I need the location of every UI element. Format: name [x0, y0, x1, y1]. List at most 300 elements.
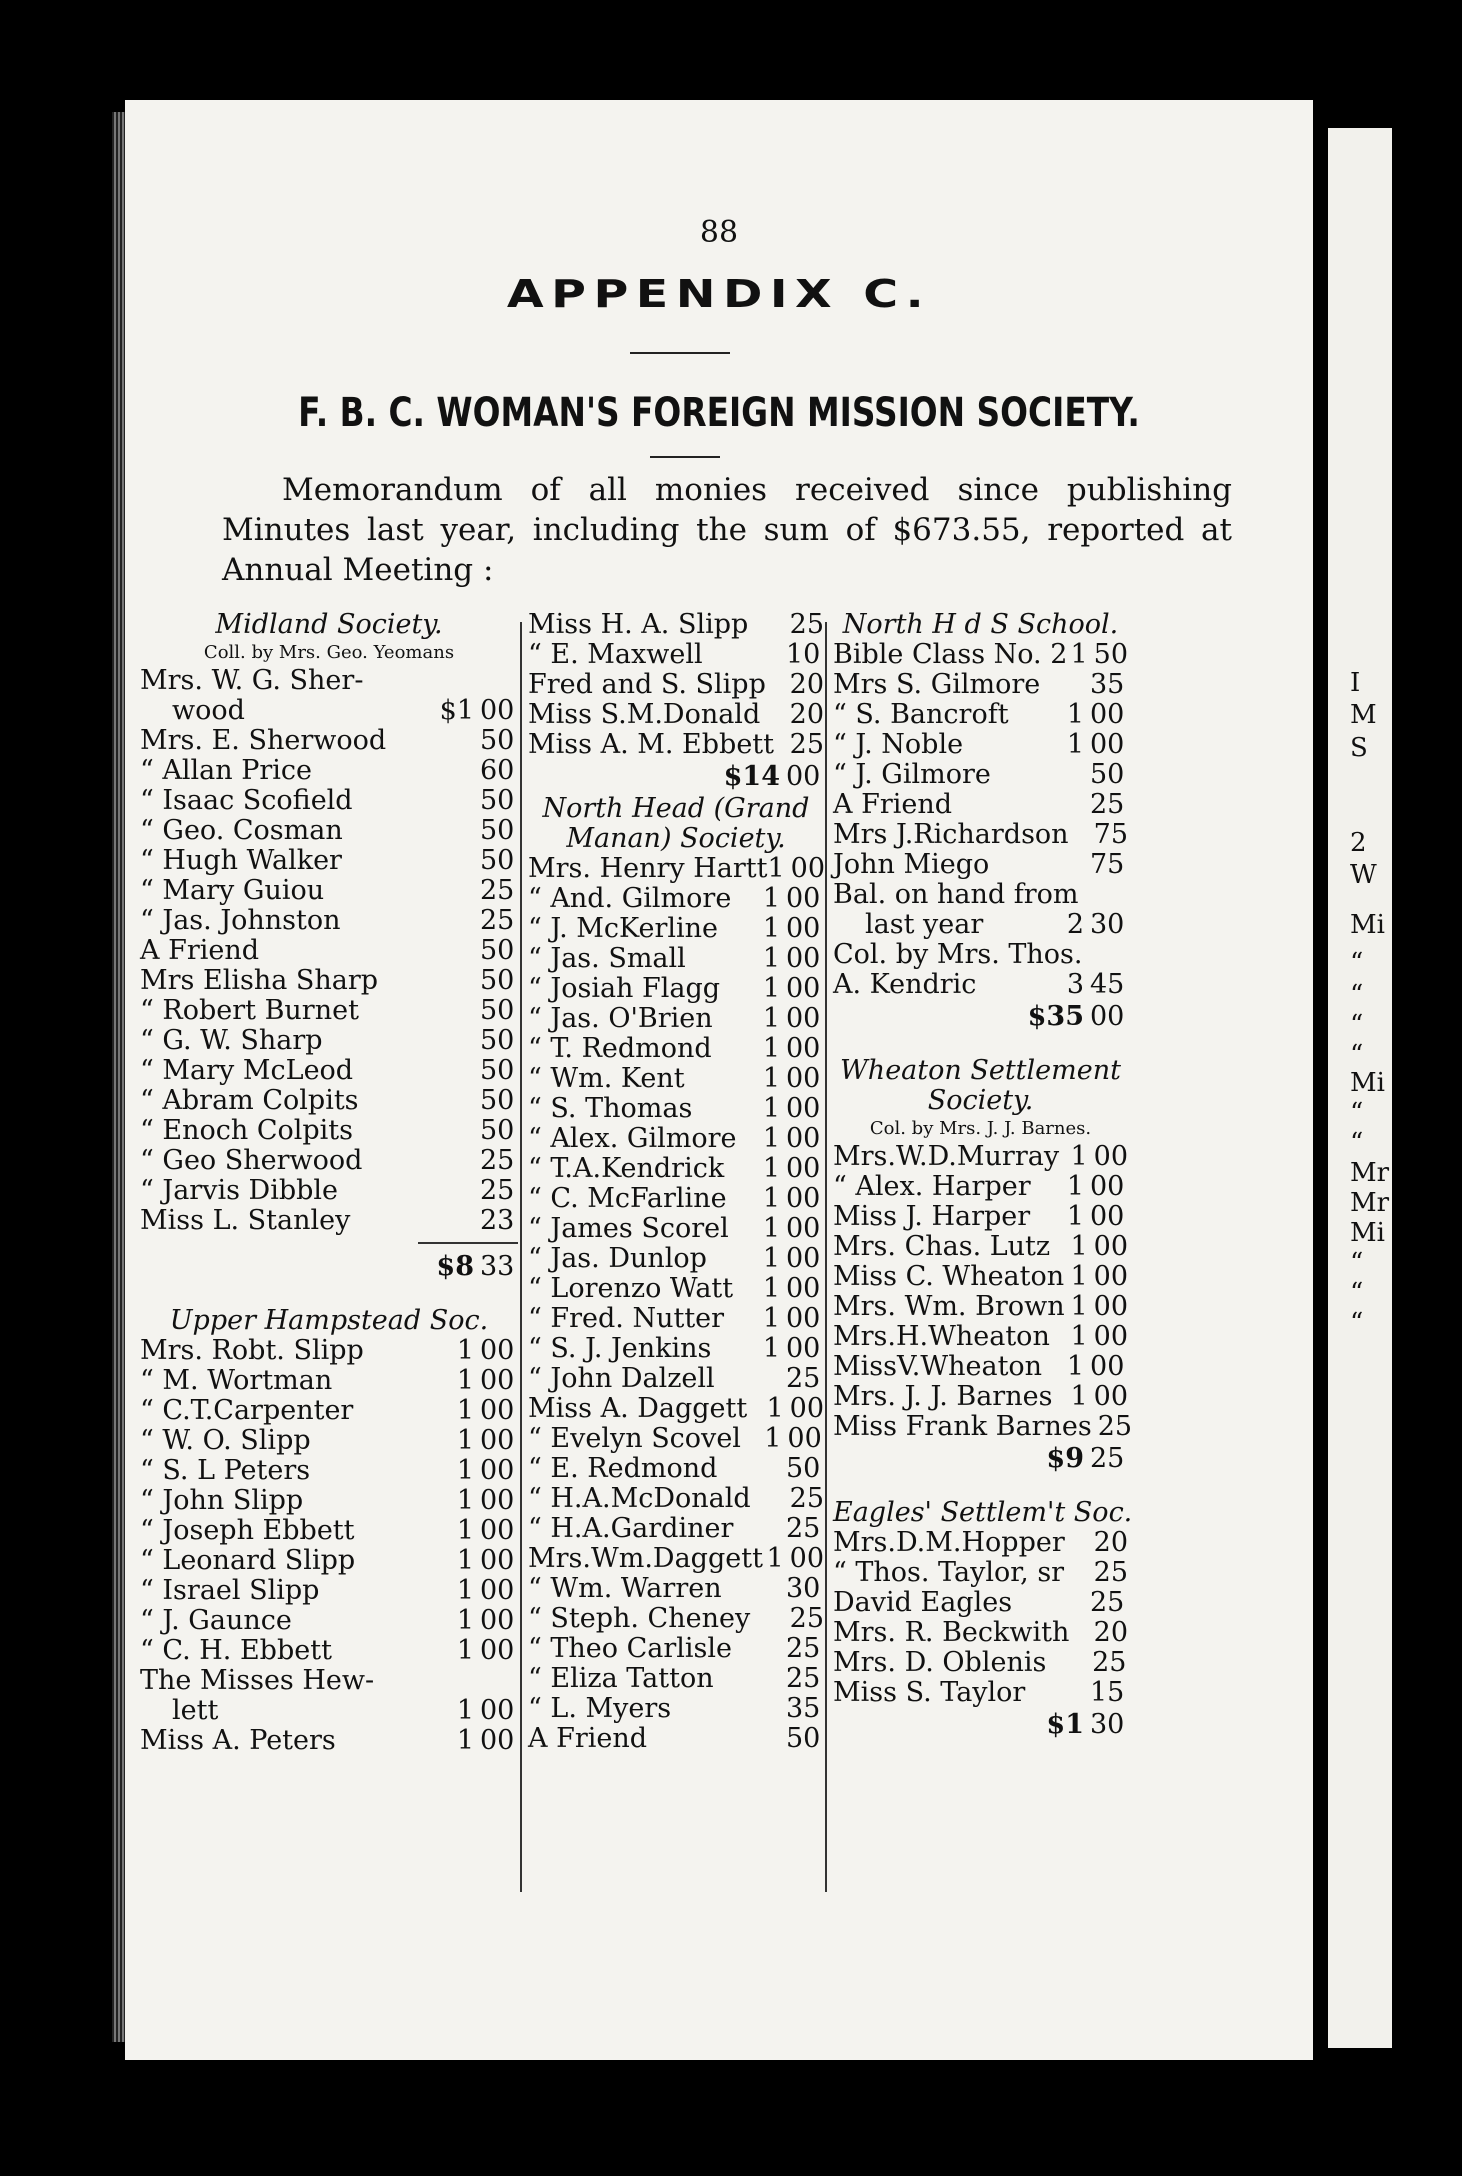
total-cents: 00 [1090, 1001, 1125, 1032]
entry-row [528, 1364, 824, 1394]
entry-row [140, 756, 518, 786]
amount-dollars [1042, 1678, 1090, 1708]
entry-row [528, 1244, 824, 1274]
contributor-name: “ Fred. Nutter [528, 1303, 725, 1334]
amount-dollars [432, 1666, 480, 1696]
amount-cents: 35 [786, 1693, 821, 1724]
amount-cents: 25 [1093, 1557, 1128, 1588]
contributor-name: Miss S.M.Donald [528, 699, 761, 730]
amount-cents: 00 [1090, 1351, 1125, 1382]
midland-list [140, 666, 518, 1236]
contributor-name: David Eagles [833, 1587, 1013, 1618]
amount-dollars: 1 [762, 1003, 780, 1034]
collector-note: Coll. by Mrs. Geo. Yeomans [203, 642, 455, 663]
contributor-name: A Friend [833, 789, 953, 820]
sum-rule [418, 1242, 518, 1244]
adjacent-page-fragment: M [1350, 700, 1377, 730]
entry-row [528, 884, 824, 914]
adjacent-page-fragment: “ [1350, 1128, 1364, 1158]
amount-cents: 50 [1093, 639, 1128, 670]
contributor-name: “ H.A.McDonald [528, 1483, 751, 1514]
amount-cents: 00 [480, 1545, 515, 1576]
amount-cents: 00 [786, 1153, 821, 1184]
amount-dollars [432, 1056, 480, 1086]
amount-dollars [738, 1454, 786, 1484]
contributor-name: “ Wm. Warren [528, 1573, 722, 1604]
contributor-name: Miss C. Wheaton [833, 1261, 1065, 1292]
entry-row [528, 974, 824, 1004]
amount-dollars: 1 [762, 973, 780, 1004]
entry-row [833, 700, 1128, 730]
amount-dollars: 1 [766, 1393, 784, 1424]
adjacent-page-fragment: Mi [1350, 910, 1385, 940]
amount-dollars [432, 816, 480, 846]
amount-cents: 50 [480, 725, 515, 756]
contributor-name: Mrs J.Richardson [833, 819, 1069, 850]
adjacent-page-fragment: “ [1350, 1308, 1364, 1338]
amount-dollars: 1 [762, 1213, 780, 1244]
entry-row [140, 1516, 518, 1546]
contributor-name: Bal. on hand from [833, 879, 1079, 910]
entry-row [833, 940, 1128, 970]
amount-cents: 25 [480, 905, 515, 936]
entry-row [833, 1528, 1128, 1558]
amount-cents: 25 [789, 1603, 824, 1634]
amount-cents: 00 [1093, 1231, 1128, 1262]
entry-row [528, 854, 824, 884]
amount-dollars [751, 1484, 790, 1514]
amount-dollars [1042, 850, 1090, 880]
amount-cents: 25 [789, 729, 824, 760]
entry-row [528, 640, 824, 670]
amount-cents [1107, 880, 1128, 910]
contributor-name: lett [172, 1695, 219, 1726]
adjacent-page-fragment: “ [1350, 980, 1364, 1010]
amount-dollars: $1 [439, 695, 474, 726]
amount-dollars: 1 [762, 1153, 780, 1184]
amount-cents: 00 [480, 1635, 515, 1666]
amount-cents [480, 1666, 518, 1696]
section-heading-wheaton-2: Society. [927, 1085, 1034, 1116]
contributor-name: “ S. Thomas [528, 1093, 693, 1124]
contributor-name: “ Jas. Small [528, 943, 686, 974]
page-number: 88 [699, 215, 739, 250]
contributor-name: Miss H. A. Slipp [528, 609, 749, 640]
amount-cents: 25 [480, 875, 515, 906]
amount-cents: 00 [1090, 1171, 1125, 1202]
entry-row [833, 910, 1128, 940]
entry-row [528, 1724, 824, 1754]
amount-dollars: 1 [762, 1333, 780, 1364]
amount-dollars: 1 [762, 1123, 780, 1154]
contributor-name: “ T. Redmond [528, 1033, 712, 1064]
amount-cents: 00 [786, 1243, 821, 1274]
contributor-name: “ H.A.Gardiner [528, 1513, 734, 1544]
entry-row [528, 1424, 824, 1454]
entry-row [140, 1336, 518, 1366]
amount-cents: 00 [480, 1575, 515, 1606]
contributor-name: “ Joseph Ebbett [140, 1515, 355, 1546]
adjacent-page-fragment: I [1350, 668, 1361, 698]
entry-row [833, 850, 1128, 880]
amount-dollars: 1 [456, 1365, 474, 1396]
contributor-name: A Friend [528, 1723, 648, 1754]
amount-dollars [738, 640, 786, 670]
adjacent-page-fragment: 2 [1350, 828, 1367, 858]
entry-row [528, 1694, 824, 1724]
contributor-name: The Misses Hew- [140, 1665, 375, 1696]
entry-row [140, 1696, 518, 1726]
contributor-name: “ Isaac Scofield [140, 785, 353, 816]
amount-dollars: 1 [456, 1605, 474, 1636]
amount-cents [480, 666, 518, 696]
entry-row [528, 1514, 824, 1544]
contributor-name: “ S. Bancroft [833, 699, 1009, 730]
contributor-name: “ Mary McLeod [140, 1055, 354, 1086]
amount-dollars [760, 700, 789, 730]
contributor-name: Miss Frank Barnes [833, 1411, 1092, 1442]
amount-dollars: 1 [762, 1183, 780, 1214]
amount-cents: 00 [786, 1273, 821, 1304]
entry-row [528, 1604, 824, 1634]
amount-cents: 25 [789, 1483, 824, 1514]
contributor-name: “ Lorenzo Watt [528, 1273, 734, 1304]
adjacent-page-fragment: “ [1350, 1248, 1364, 1278]
amount-cents: 00 [480, 1455, 515, 1486]
contributor-name: “ J. Gaunce [140, 1605, 292, 1636]
amount-cents: 00 [480, 1365, 515, 1396]
contributor-name: wood [172, 695, 245, 726]
amount-cents: 15 [1090, 1677, 1125, 1708]
amount-cents: 00 [789, 1543, 824, 1574]
contributor-name: Mrs S. Gilmore [833, 669, 1041, 700]
entry-row [140, 1636, 518, 1666]
adjacent-page-fragment: “ [1350, 1278, 1364, 1308]
entry-row [528, 1124, 824, 1154]
contributor-name: “ Josiah Flagg [528, 973, 721, 1004]
contributor-name: “ John Slipp [140, 1485, 304, 1516]
amount-cents: 25 [786, 1363, 821, 1394]
amount-dollars: 1 [1066, 699, 1084, 730]
entry-row [140, 816, 518, 846]
contributor-name: “ W. O. Slipp [140, 1425, 311, 1456]
amount-cents: 50 [480, 935, 515, 966]
section-total [833, 1000, 1128, 1034]
amount-dollars: 1 [1066, 729, 1084, 760]
amount-dollars [738, 1724, 786, 1754]
amount-cents: 00 [786, 1063, 821, 1094]
amount-dollars [1065, 1528, 1094, 1558]
amount-cents: 00 [786, 1333, 821, 1364]
amount-dollars [432, 756, 480, 786]
amount-dollars: 1 [767, 853, 785, 884]
contributor-name: “ Jas. Johnston [140, 905, 341, 936]
contributor-name: Mrs. W. G. Sher- [140, 665, 364, 696]
amount-cents: 25 [1097, 1411, 1133, 1442]
entry-row [140, 1546, 518, 1576]
amount-cents: 00 [786, 913, 821, 944]
amount-cents [1109, 940, 1128, 970]
amount-dollars [1078, 880, 1107, 910]
amount-dollars [432, 1146, 480, 1176]
total-cents: 25 [1090, 1443, 1125, 1474]
entry-row [140, 996, 518, 1026]
amount-cents: 00 [480, 1605, 515, 1636]
amount-cents: 20 [1093, 1527, 1128, 1558]
amount-cents: 00 [1093, 1261, 1128, 1292]
amount-cents: 00 [480, 1425, 515, 1456]
entry-row [528, 610, 824, 640]
amount-cents: 25 [786, 1633, 821, 1664]
adjacent-page-fragment: “ [1350, 1010, 1364, 1040]
entry-row [833, 1292, 1128, 1322]
entry-row [528, 1634, 824, 1664]
amount-cents: 60 [480, 755, 515, 786]
adjacent-page-fragment: Mr [1350, 1188, 1390, 1218]
column-1 [140, 610, 518, 1756]
amount-dollars: 1 [762, 1273, 780, 1304]
section-heading-upper-hampstead: Upper Hampstead Soc. [169, 1305, 489, 1336]
amount-cents: 50 [480, 785, 515, 816]
contributor-name: Miss S. Taylor [833, 1677, 1026, 1708]
contributor-name: “ Alex. Harper [833, 1171, 1031, 1202]
entry-row [833, 1411, 1133, 1442]
entry-row [140, 1456, 518, 1486]
amount-dollars: 1 [456, 1725, 474, 1756]
adjacent-page-fragment: W [1350, 860, 1377, 890]
amount-cents: 00 [789, 1393, 824, 1424]
amount-cents: 00 [786, 973, 821, 1004]
entry-row [140, 1206, 518, 1236]
amount-dollars [1083, 940, 1110, 970]
amount-cents: 30 [786, 1573, 821, 1604]
entry-row [833, 760, 1128, 790]
entry-row [528, 1544, 824, 1574]
contributor-name: “ C. H. Ebbett [140, 1635, 332, 1666]
north-head-list [528, 854, 824, 1754]
contributor-name: Fred and S. Slipp [528, 669, 766, 700]
contributor-name: “ M. Wortman [140, 1365, 333, 1396]
amount-dollars [1046, 1648, 1092, 1678]
amount-cents: 50 [480, 1055, 515, 1086]
section-heading-school: North H d S School. [842, 609, 1119, 640]
amount-dollars [432, 786, 480, 816]
amount-cents: 25 [789, 609, 824, 640]
contributor-name: Mrs. D. Oblenis [833, 1647, 1047, 1678]
document-page [125, 100, 1313, 2060]
contributor-name: “ J. Gilmore [833, 759, 991, 790]
school-list [833, 640, 1128, 1000]
contributor-name: “ Steph. Cheney [528, 1603, 751, 1634]
column-divider [825, 622, 827, 1892]
entry-row [528, 1094, 824, 1124]
section-heading-midland: Midland Society. [215, 609, 443, 640]
entry-row [833, 1618, 1128, 1648]
contributor-name: Miss J. Harper [833, 1201, 1031, 1232]
amount-dollars [432, 876, 480, 906]
contributor-name: “ Mary Guiou [140, 875, 325, 906]
contributor-name: “ E. Redmond [528, 1453, 718, 1484]
amount-dollars: 1 [762, 1063, 780, 1094]
total-dollars: $1 [1046, 1709, 1084, 1740]
amount-dollars [1042, 1588, 1090, 1618]
amount-cents: 00 [480, 1395, 515, 1426]
entry-row [833, 1558, 1128, 1588]
contributor-name: “ Thos. Taylor, sr [833, 1557, 1065, 1588]
amount-cents: 25 [480, 1145, 515, 1176]
amount-cents: 20 [1093, 1617, 1128, 1648]
entry-row [528, 730, 824, 760]
amount-cents: 00 [480, 1515, 515, 1546]
top-list [528, 610, 824, 760]
amount-cents: 75 [1090, 849, 1125, 880]
entry-row [528, 1484, 824, 1514]
amount-cents: 25 [480, 1175, 515, 1206]
total-dollars: $9 [1046, 1443, 1084, 1474]
entry-row [833, 730, 1128, 760]
entry-row [833, 1352, 1128, 1382]
amount-dollars [1042, 670, 1090, 700]
entry-row [528, 1214, 824, 1244]
amount-cents: 30 [1090, 909, 1125, 940]
contributor-name: Mrs. Wm. Brown [833, 1291, 1065, 1322]
entry-row [140, 906, 518, 936]
contributor-name: Miss L. Stanley [140, 1205, 351, 1236]
total-dollars: $8 [436, 1251, 474, 1282]
entry-row [140, 1026, 518, 1056]
amount-cents: 00 [790, 853, 826, 884]
upper-hampstead-list [140, 1336, 518, 1756]
amount-cents: 00 [787, 1423, 822, 1454]
contributor-name: “ Alex. Gilmore [528, 1123, 737, 1154]
entry-row [140, 1366, 518, 1396]
amount-dollars [432, 966, 480, 996]
amount-cents: 00 [1090, 729, 1125, 760]
amount-dollars: 1 [1066, 1201, 1084, 1232]
amount-cents: 50 [1090, 759, 1125, 790]
contributor-name: “ Abram Colpits [140, 1085, 359, 1116]
contributor-name: “ C.T.Carpenter [140, 1395, 354, 1426]
amount-cents: 75 [1093, 819, 1128, 850]
entry-row [140, 876, 518, 906]
contributor-name: Mrs. Henry Hartt [528, 853, 768, 884]
section-heading-north-head-2: Manan) Society. [566, 823, 786, 854]
amount-dollars [432, 1206, 480, 1236]
entry-row [833, 1588, 1128, 1618]
amount-cents: 50 [786, 1723, 821, 1754]
amount-dollars: 1 [1070, 1231, 1088, 1262]
amount-cents: 00 [480, 1485, 515, 1516]
amount-dollars: 1 [456, 1395, 474, 1426]
entry-row [140, 726, 518, 756]
amount-dollars: 1 [456, 1575, 474, 1606]
contributor-name: Mrs.Wm.Daggett [528, 1543, 763, 1574]
contributor-name: “ James Scorel [528, 1213, 729, 1244]
contributor-name: Mrs. E. Sherwood [140, 725, 387, 756]
entry-row [528, 1454, 824, 1484]
contributor-name: Bible Class No. 2 [833, 639, 1068, 670]
contributor-name: Mrs. J. J. Barnes [833, 1381, 1053, 1412]
section-heading-north-head: North Head (Grand [542, 793, 810, 824]
amount-dollars [432, 666, 480, 696]
section-total [833, 1708, 1128, 1742]
total-dollars: $35 [1027, 1001, 1084, 1032]
contributor-name: Miss A. Daggett [528, 1393, 748, 1424]
entry-row [833, 880, 1128, 910]
amount-dollars [748, 610, 789, 640]
entry-row [140, 1606, 518, 1636]
amount-dollars [432, 1116, 480, 1146]
amount-dollars [1069, 820, 1094, 850]
amount-dollars [1042, 790, 1090, 820]
amount-cents: 00 [1090, 1201, 1125, 1232]
total-cents: 33 [480, 1251, 515, 1282]
amount-dollars [1042, 760, 1090, 790]
contributor-name: “ Eliza Tatton [528, 1663, 714, 1694]
amount-cents: 00 [480, 1335, 515, 1366]
entry-row [833, 1142, 1128, 1172]
memorandum-paragraph: Memorandum of all monies received since publishing Minutes last year, including the sum of $673.55, reported at Annual Meeting : [222, 472, 1232, 588]
amount-cents: 00 [786, 1033, 821, 1064]
adjacent-page-fragment: Mi [1350, 1218, 1385, 1248]
amount-cents: 50 [480, 815, 515, 846]
entry-row [528, 1664, 824, 1694]
contributor-name: “ L. Myers [528, 1693, 672, 1724]
entry-row [140, 1146, 518, 1176]
amount-cents: 00 [480, 1725, 515, 1756]
amount-dollars [738, 1664, 786, 1694]
contributor-name: Miss A. M. Ebbett [528, 729, 775, 760]
contributor-name: “ Israel Slipp [140, 1575, 320, 1606]
contributor-name: Mrs.H.Wheaton [833, 1321, 1050, 1352]
amount-dollars [774, 730, 790, 760]
entry-row [833, 1172, 1128, 1202]
contributor-name: “ Hugh Walker [140, 845, 342, 876]
entry-row [528, 1034, 824, 1064]
entry-row [528, 1154, 824, 1184]
entry-row [833, 1262, 1128, 1292]
entry-row [833, 670, 1128, 700]
entry-row [528, 914, 824, 944]
amount-dollars: 1 [1070, 1291, 1088, 1322]
amount-cents: 23 [480, 1205, 515, 1236]
contributor-name: Miss A. Peters [140, 1725, 336, 1756]
amount-dollars [1064, 1558, 1094, 1588]
amount-dollars: 2 [1066, 909, 1084, 940]
contributor-name: Mrs. R. Beckwith [833, 1617, 1070, 1648]
amount-dollars [766, 670, 790, 700]
contributor-name: “ Leonard Slipp [140, 1545, 356, 1576]
entry-row [528, 670, 824, 700]
amount-cents: 00 [786, 1303, 821, 1334]
amount-dollars [432, 906, 480, 936]
contributor-name: Mrs. Robt. Slipp [140, 1335, 364, 1366]
amount-dollars [750, 1604, 789, 1634]
adjacent-page-fragment: “ [1350, 1098, 1364, 1128]
contributor-name: “ C. McFarline [528, 1183, 727, 1214]
entry-row [140, 936, 518, 966]
contributor-name: “ S. J. Jenkins [528, 1333, 712, 1364]
entry-row [140, 1426, 518, 1456]
entry-row [528, 1304, 824, 1334]
amount-cents: 35 [1090, 669, 1125, 700]
amount-dollars [1069, 1618, 1093, 1648]
amount-dollars: 3 [1066, 969, 1084, 1000]
entry-row [528, 1574, 824, 1604]
contributor-name: Col. by Mrs. Thos. [833, 939, 1083, 970]
adjacent-page-fragment: Mr [1350, 1158, 1390, 1188]
appendix-heading: APPENDIX C. [506, 272, 932, 316]
